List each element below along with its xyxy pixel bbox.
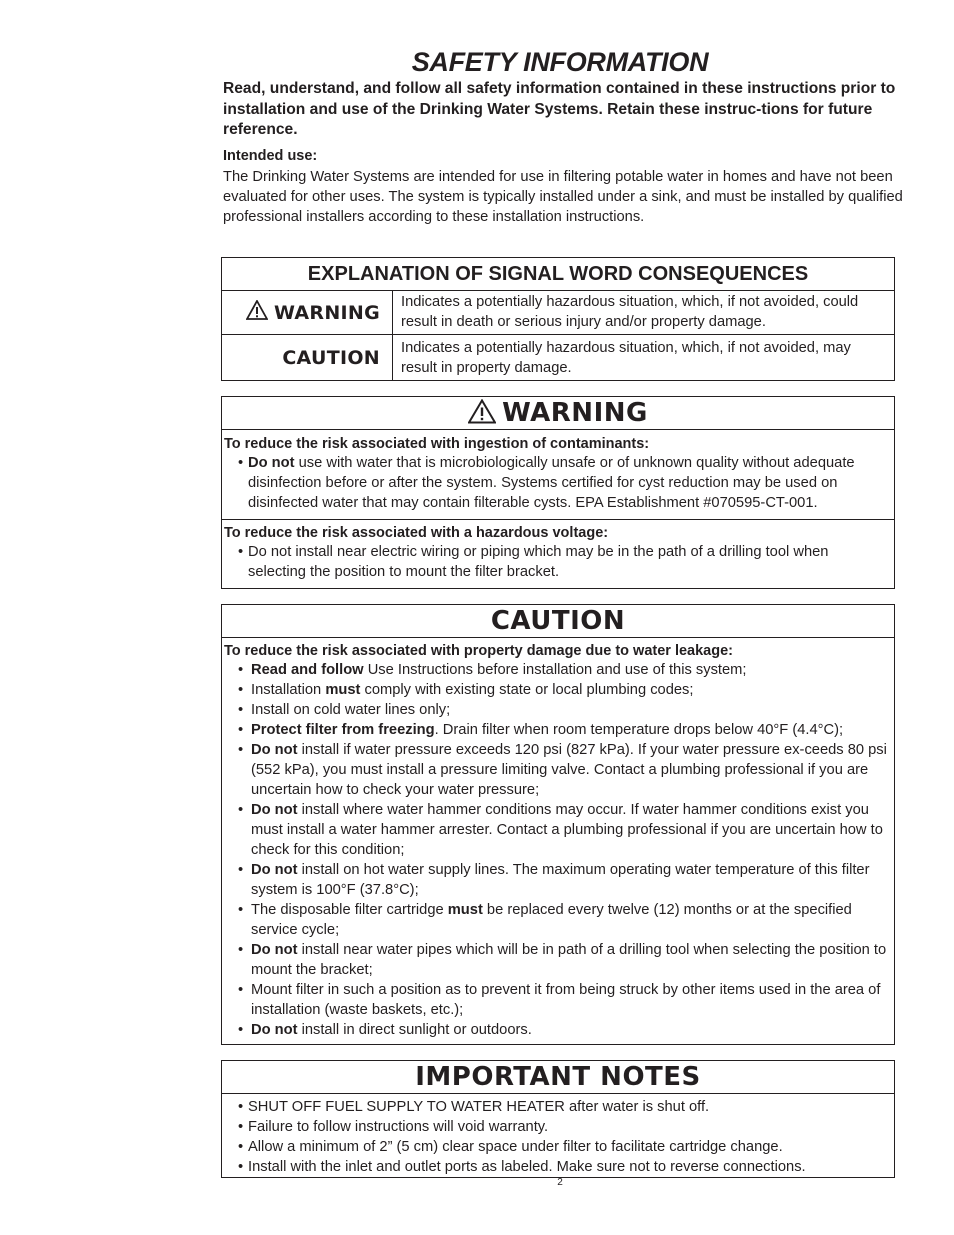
warning-box [221, 396, 895, 589]
signal-label-caution-text: CAUTION [282, 347, 380, 369]
list-item: • Install with the inlet and outlet ports as labeled. Make sure not to reverse connections. [238, 1157, 888, 1177]
warning-triangle-icon [246, 300, 268, 325]
signal-label-warning [222, 291, 393, 334]
signal-text-warning: Indicates a potentially hazardous situation, which, if not avoided, could result in death or serious injury and/or property damage. [401, 294, 859, 330]
list-item: • The disposable filter cartridge must be replaced every twelve (12) months or at the specified service cycle; [238, 900, 888, 940]
signal-label-caution [222, 335, 393, 381]
list-item: • Mount filter in such a position as to prevent it from being struck by other items used in the area of installation (waste baskets, etc.); [238, 980, 888, 1020]
list-item: • Failure to follow instructions will void warranty. [238, 1117, 888, 1137]
notes-section [222, 1094, 894, 1178]
section-heading: To reduce the risk associated with property damage due to water leakage: [224, 643, 733, 659]
warning-section-contaminants [222, 430, 894, 520]
caution-heading: CAUTION [222, 605, 894, 638]
list-item: • SHUT OFF FUEL SUPPLY TO WATER HEATER after water is shut off. [238, 1097, 888, 1117]
list-item: • Allow a minimum of 2” (5 cm) clear space under filter to facilitate cartridge change. [238, 1137, 888, 1157]
signal-text-caution: Indicates a potentially hazardous situation, which, if not avoided, may result in property damage. [401, 340, 851, 376]
list-item: • Install on cold water lines only; [238, 700, 888, 720]
page-title: SAFETY INFORMATION [411, 47, 709, 77]
section-heading: To reduce the risk associated with a hazardous voltage: [224, 525, 609, 541]
important-notes-box [221, 1060, 895, 1178]
list-item: • Do not install if water pressure exceeds 120 psi (827 kPa). If your water pressure ex-ceeds 80 psi (552 kPa), you must install a pressure limiting valve. Contact a plumbing professional if you are uncertain how to check your water pressure; [238, 740, 888, 800]
caution-box [221, 604, 895, 1045]
list-item: • Do not install where water hammer conditions may occur. If water hammer conditions exist you must install a water hammer arrester. Contact a plumbing professional if you are uncertain how to check for this condition; [238, 800, 888, 860]
list-item: • Read and follow Use Instructions before installation and use of this system; [238, 660, 888, 680]
list-item: • Do not install near electric wiring or piping which may be in the path of a drilling tool when selecting the position to mount the filter bracket. [238, 542, 886, 582]
signal-row-caution [222, 335, 894, 381]
section-heading: To reduce the risk associated with ingestion of contaminants: [224, 436, 650, 452]
intro-paragraph: Read, understand, and follow all safety information contained in these instructions prior to installation and use of the Drinking Water Systems. Retain these instruc-tions for future reference. [223, 80, 896, 138]
warning-section-voltage [222, 520, 894, 588]
intended-use-text: The Drinking Water Systems are intended for use in filtering potable water in homes and have not been evaluated for other uses. The system is typically installed under a sink, and must be installed by qualified professional installers according to these installation instructions. [223, 169, 903, 225]
list-item: • Do not use with water that is microbiologically unsafe or of unknown quality without adequate disinfection before or after the system. Systems certified for cyst reduction may be used on disinfected water that may contain filterable cysts. EPA Establishment #070595-CT-001. [238, 453, 886, 513]
warning-heading-text: WARNING [502, 398, 648, 428]
warning-triangle-icon [468, 399, 496, 433]
signal-row-warning [222, 291, 894, 335]
signal-word-table [221, 257, 895, 381]
list-item: • Do not install on hot water supply lines. The maximum operating water temperature of this filter system is 100°F (37.8°C); [238, 860, 888, 900]
page-number: 2 [557, 1177, 563, 1188]
list-item: • Installation must comply with existing state or local plumbing codes; [238, 680, 888, 700]
warning-heading [222, 397, 894, 430]
important-notes-heading: IMPORTANT NOTES [222, 1061, 894, 1094]
list-item: • Do not install in direct sunlight or outdoors. [238, 1020, 888, 1040]
list-item: • Do not install near water pipes which will be in path of a drilling tool when selecting the position to mount the bracket; [238, 940, 888, 980]
intended-use-heading: Intended use: [223, 148, 318, 164]
list-item: • Protect filter from freezing. Drain filter when room temperature drops below 40°F (4.4°C); [238, 720, 888, 740]
signal-label-warning-text: WARNING [273, 301, 380, 324]
signal-table-heading: EXPLANATION OF SIGNAL WORD CONSEQUENCES [222, 258, 894, 291]
caution-section [222, 638, 894, 1042]
